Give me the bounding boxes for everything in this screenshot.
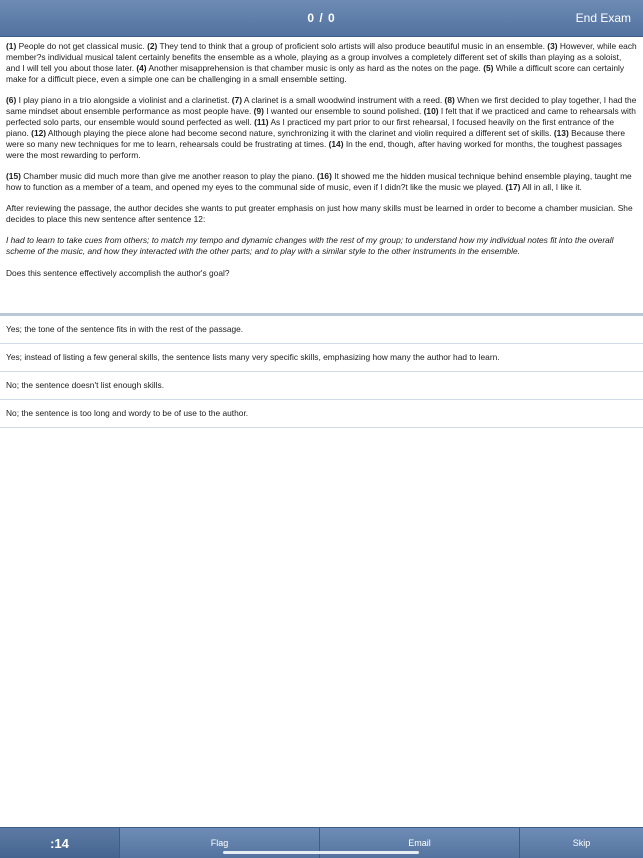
sentence-number: (1) xyxy=(6,41,17,51)
sentence-number: (10) xyxy=(423,106,439,116)
flag-button[interactable]: Flag xyxy=(120,828,320,858)
top-bar xyxy=(0,0,643,37)
sentence-text: Although playing the piece alone had become second nature, synchronizing it with the clarinet and violin required a different set of skills. xyxy=(46,128,554,138)
sentence-number: (3) xyxy=(547,41,558,51)
sentence-text: Because there were so many new techniques for me to learn, rehearsals could be frustrating at times. xyxy=(6,128,626,149)
sentence-number: (13) xyxy=(553,128,569,138)
sentence-number: (8) xyxy=(444,95,455,105)
sentence-text: However, while each member?s individual musical talent certainly benefits the ensemble as a whole, playing as a group involves a completely different set of skills than playing as a soloist, and I will tell you about those later. xyxy=(6,41,637,73)
question-counter: 0 / 0 xyxy=(307,11,336,25)
sentence-text: When we first decided to play together, I had the same mindset about ensemble performance as most people have. xyxy=(6,95,637,116)
passage-paragraph xyxy=(6,95,637,161)
bottom-toolbar xyxy=(0,827,643,858)
sentence-number: (12) xyxy=(31,128,47,138)
answer-choice-d[interactable]: No; the sentence is too long and wordy to be of use to the author. xyxy=(0,400,643,428)
sentence-number: (15) xyxy=(6,171,21,181)
passage-container xyxy=(0,38,643,288)
answer-choice-c[interactable]: No; the sentence doesn't list enough skills. xyxy=(0,372,643,400)
sentence-number: (5) xyxy=(483,63,494,73)
sentence-text: It showed me the hidden musical technique behind ensemble playing, taught me how to function as a member of a team, and opened my eyes to the communal side of music, even if I didn?t like the music we played. xyxy=(6,171,632,192)
timer: :14 xyxy=(0,828,120,858)
sentence-number: (16) xyxy=(316,171,332,181)
sentence-number: (6) xyxy=(6,95,17,105)
sentence-text: I play piano in a trio alongside a violinist and a clarinetist. xyxy=(16,95,232,105)
sentence-text: In the end, though, after having worked for months, the toughest passages were the most rewarding to perform. xyxy=(6,139,622,160)
sentence-text: Another misapprehension is that chamber music is only as hard as the notes on the page. xyxy=(146,63,484,73)
sentence-text: Chamber music did much more than give me another reason to play the piano. xyxy=(20,171,317,181)
sentence-text: People do not get classical music. xyxy=(16,41,148,51)
proposed-sentence: I had to learn to take cues from others; to match my tempo and dynamic changes with the rest of my group; to understand how my individual notes fit into the overall scheme of the music, and how they interacted with the other parts; and to play with a similar style to the other instruments in the ensemble. xyxy=(6,235,614,256)
question-intro: After reviewing the passage, the author decides she wants to put greater emphasis on just how many skills must be learned in order to become a chamber musician. She decides to place this new sentence after sentence 12: xyxy=(6,203,633,224)
end-exam-button[interactable]: End Exam xyxy=(575,11,631,25)
sentence-number: (17) xyxy=(505,182,521,192)
sentence-text: They tend to think that a group of proficient solo artists will also produce beautiful music in an ensemble. xyxy=(157,41,548,51)
answer-choice-b[interactable]: Yes; instead of listing a few general skills, the sentence lists many very specific skills, emphasizing how many the author had to learn. xyxy=(0,344,643,372)
sentence-text: As I practiced my part prior to our first rehearsal, I focused heavily on the first entrance of the piano. xyxy=(6,117,614,138)
sentence-number: (2) xyxy=(147,41,158,51)
sentence-text: I felt that if we practiced and came to rehearsals with perfected solo parts, our ensemble would sound perfected as well. xyxy=(6,106,636,127)
answer-choice-a[interactable]: Yes; the tone of the sentence fits in with the rest of the passage. xyxy=(0,316,643,344)
skip-button[interactable]: Skip xyxy=(572,838,591,848)
sentence-number: (14) xyxy=(328,139,344,149)
question-prompt: Does this sentence effectively accomplish the author's goal? xyxy=(6,268,230,278)
sentence-text: All in all, I like it. xyxy=(520,182,582,192)
email-button[interactable]: Email xyxy=(320,828,520,858)
answer-choices xyxy=(0,313,643,428)
passage xyxy=(6,41,637,193)
sentence-number: (11) xyxy=(254,117,269,127)
sentence-text: I wanted our ensemble to sound polished. xyxy=(263,106,424,116)
passage-paragraph xyxy=(6,41,637,85)
sentence-number: (4) xyxy=(136,63,147,73)
passage-paragraph xyxy=(6,171,637,193)
sentence-text: A clarinet is a small woodwind instrument with a reed. xyxy=(242,95,445,105)
sentence-number: (9) xyxy=(253,106,264,116)
sentence-number: (7) xyxy=(231,95,243,105)
home-indicator xyxy=(223,851,419,854)
sentence-text: While a difficult score can certainly make for a difficult piece, even a simple one can be challenging in a small ensemble setting. xyxy=(6,63,625,84)
